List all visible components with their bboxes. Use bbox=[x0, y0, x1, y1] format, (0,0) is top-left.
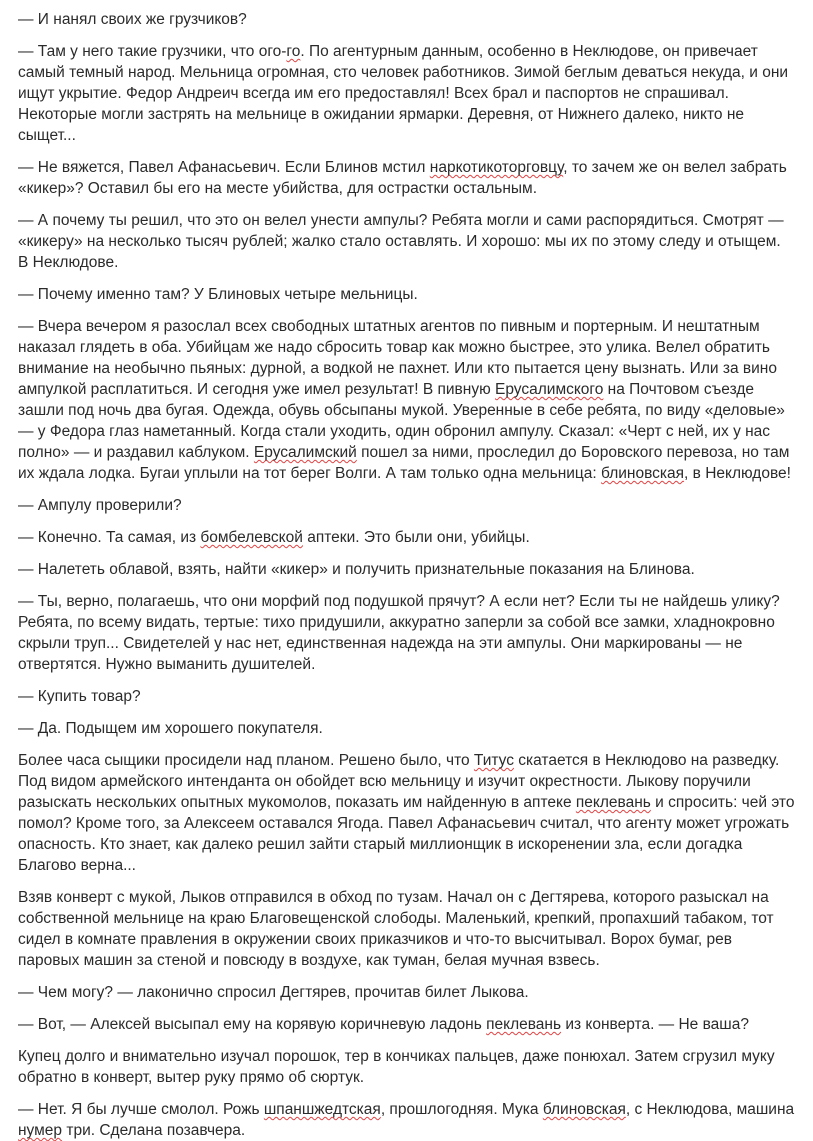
text-run: — Там у него такие грузчики, что ого- bbox=[18, 43, 287, 60]
misspelled-word: наркотикоторговцу bbox=[429, 159, 564, 176]
text-run: — Купить товар? bbox=[18, 688, 141, 705]
paragraph bbox=[18, 9, 795, 30]
text-run: — Не вяжется, Павел Афанасьевич. Если Блинов мстил bbox=[18, 159, 430, 176]
paragraph bbox=[18, 157, 795, 199]
paragraph-container bbox=[18, 9, 795, 1141]
text-run: Купец долго и внимательно изучал порошок, тер в кончиках пальцев, даже понюхал. Затем сгрузил муку обратно в конверт, вытер руку прямо об сюртук. bbox=[18, 1048, 775, 1086]
paragraph bbox=[18, 887, 795, 971]
text-run: — Ты, верно, полагаешь, что они морфий под подушкой прячут? А если нет? Если ты не найдешь улику? Ребята, по всему видать, тертые: тихо придушили, аккуратно заперли за собой все замки, хладнокровно скрыли труп... Свидетелей у нас нет, единственная надежда на эти ампулы. Они маркированы — не отвертятся. Нужно выманить душителей. bbox=[18, 593, 780, 673]
paragraph bbox=[18, 316, 795, 484]
paragraph bbox=[18, 1099, 795, 1141]
paragraph bbox=[18, 718, 795, 739]
misspelled-word: Ерусалимский bbox=[253, 444, 357, 461]
text-run: — Конечно. Та самая, из bbox=[18, 529, 201, 546]
misspelled-word: нумер bbox=[18, 1122, 63, 1139]
text-run: — Налететь облавой, взять, найти «кикер» и получить признательные показания на Блинова. bbox=[18, 561, 695, 578]
misspelled-word: пеклевань bbox=[575, 794, 651, 811]
text-run: пошел за ними, проследил до Боровского перевоза, но там их ждала лодка. Бугаи уплыли на тот берег Волги. А там только одна мельница: bbox=[18, 444, 790, 482]
text-run: и спросить: чей это помол? Кроме того, за Алексеем оставался Ягода. Павел Афанасьевич считал, что агенту может угрожать опасность. Кто знает, как далеко решил зайти старый миллионщик в искоренении зла, если догадка Благово верна... bbox=[18, 794, 795, 874]
misspelled-word: бомбелевской bbox=[200, 529, 303, 546]
misspelled-word: Ерусалимского bbox=[495, 381, 604, 398]
text-run: — Вчера вечером я разослал всех свободных штатных агентов по пивным и портерным. И нештатным наказал глядеть в оба. Убийцам же надо сбросить товар как можно быстрее, это улика. Велел обратить внимание на необычно пьяных: дурной, а водкой не пахнет. Или кто пытается цену вызнать. Или за вино ампулкой расплатиться. И сегодня уже имел результат! В пивную bbox=[18, 318, 777, 398]
paragraph bbox=[18, 210, 795, 273]
paragraph bbox=[18, 750, 795, 876]
text-run: — А почему ты решил, что это он велел унести ампулы? Ребята могли и сами распорядиться. Смотрят — «кикеру» на несколько тысяч рублей; жалко стало оставлять. И хорошо: мы их по этому следу и отыщем. В Неклюдове. bbox=[18, 212, 784, 271]
text-run: три. Сделана позавчера. bbox=[62, 1122, 246, 1139]
text-run: , прошлогодняя. Мука bbox=[380, 1101, 543, 1118]
text-run: на Почтовом съезде зашли под ночь два бугая. Одежда, обувь обсыпаны мукой. Уверенные в себе ребята, по виду «деловые» — у Федора глаз наметанный. Когда стали уходить, один обронил ампулу. Сказал: «Черт с ней, их у нас полно» — и раздавил каблуком. bbox=[18, 381, 785, 461]
misspelled-word: Титус bbox=[473, 752, 514, 769]
paragraph bbox=[18, 591, 795, 675]
misspelled-word: шпаншжедтская bbox=[263, 1101, 381, 1118]
text-run: — И нанял своих же грузчиков? bbox=[18, 11, 247, 28]
text-run: из конверта. — Не ваша? bbox=[561, 1016, 749, 1033]
misspelled-word: го bbox=[286, 43, 301, 60]
paragraph bbox=[18, 559, 795, 580]
paragraph bbox=[18, 686, 795, 707]
paragraph bbox=[18, 527, 795, 548]
paragraph bbox=[18, 982, 795, 1003]
paragraph bbox=[18, 1046, 795, 1088]
paragraph bbox=[18, 41, 795, 146]
paragraph bbox=[18, 495, 795, 516]
text-run: аптеки. Это были они, убийцы. bbox=[302, 529, 530, 546]
text-run: — Да. Подыщем им хорошего покупателя. bbox=[18, 720, 323, 737]
text-run: , то зачем же он велел забрать «кикер»? Оставил бы его на месте убийства, для острастки остальным. bbox=[18, 159, 787, 197]
text-run: — Почему именно там? У Блиновых четыре мельницы. bbox=[18, 286, 418, 303]
text-run: — Чем могу? — лаконично спросил Дегтярев, прочитав билет Лыкова. bbox=[18, 984, 529, 1001]
misspelled-word: блиновская bbox=[542, 1101, 626, 1118]
text-run: скатается в Неклюдово на разведку. Под видом армейского интенданта он обойдет всю мельницу и изучит окрестности. Лыкову поручили разыскать нескольких опытных мукомолов, показать им найденную в аптеке bbox=[18, 752, 780, 811]
misspelled-word: блиновская bbox=[601, 465, 685, 482]
text-run: — Вот, — Алексей высыпал ему на корявую коричневую ладонь bbox=[18, 1016, 487, 1033]
text-run: Взяв конверт с мукой, Лыков отправился в обход по тузам. Начал он с Дегтярева, которого разыскал на собственной мельнице на краю Благовещенской слободы. Маленький, крепкий, пропахший табаком, тот сидел в комнате правления в окружении своих приказчиков и что-то высчитывал. Ворох бумаг, рев паровых машин за стеной и повсюду в воздухе, как туман, белая мучная взвесь. bbox=[18, 889, 774, 969]
paragraph bbox=[18, 284, 795, 305]
text-run: , с Неклюдова, машина bbox=[625, 1101, 795, 1118]
paragraph bbox=[18, 1014, 795, 1035]
misspelled-word: пеклевань bbox=[486, 1016, 562, 1033]
text-run: — Нет. Я бы лучше смолол. Рожь bbox=[18, 1101, 264, 1118]
text-run: , в Неклюдове! bbox=[684, 465, 791, 482]
text-run: — Ампулу проверили? bbox=[18, 497, 182, 514]
text-run: . По агентурным данным, особенно в Неклюдове, он привечает самый темный народ. Мельница огромная, сто человек работников. Зимой беглым деваться некуда, и они ищут укрытие. Федор Андреич всегда им его предоставлял! Всех брал и паспортов не спрашивал. Некоторые могли застрять на мельнице в ожидании ярмарки. Деревня, от Нижнего далеко, никто не сыщет... bbox=[18, 43, 789, 144]
text-run: Более часа сыщики просидели над планом. Решено было, что bbox=[18, 752, 474, 769]
